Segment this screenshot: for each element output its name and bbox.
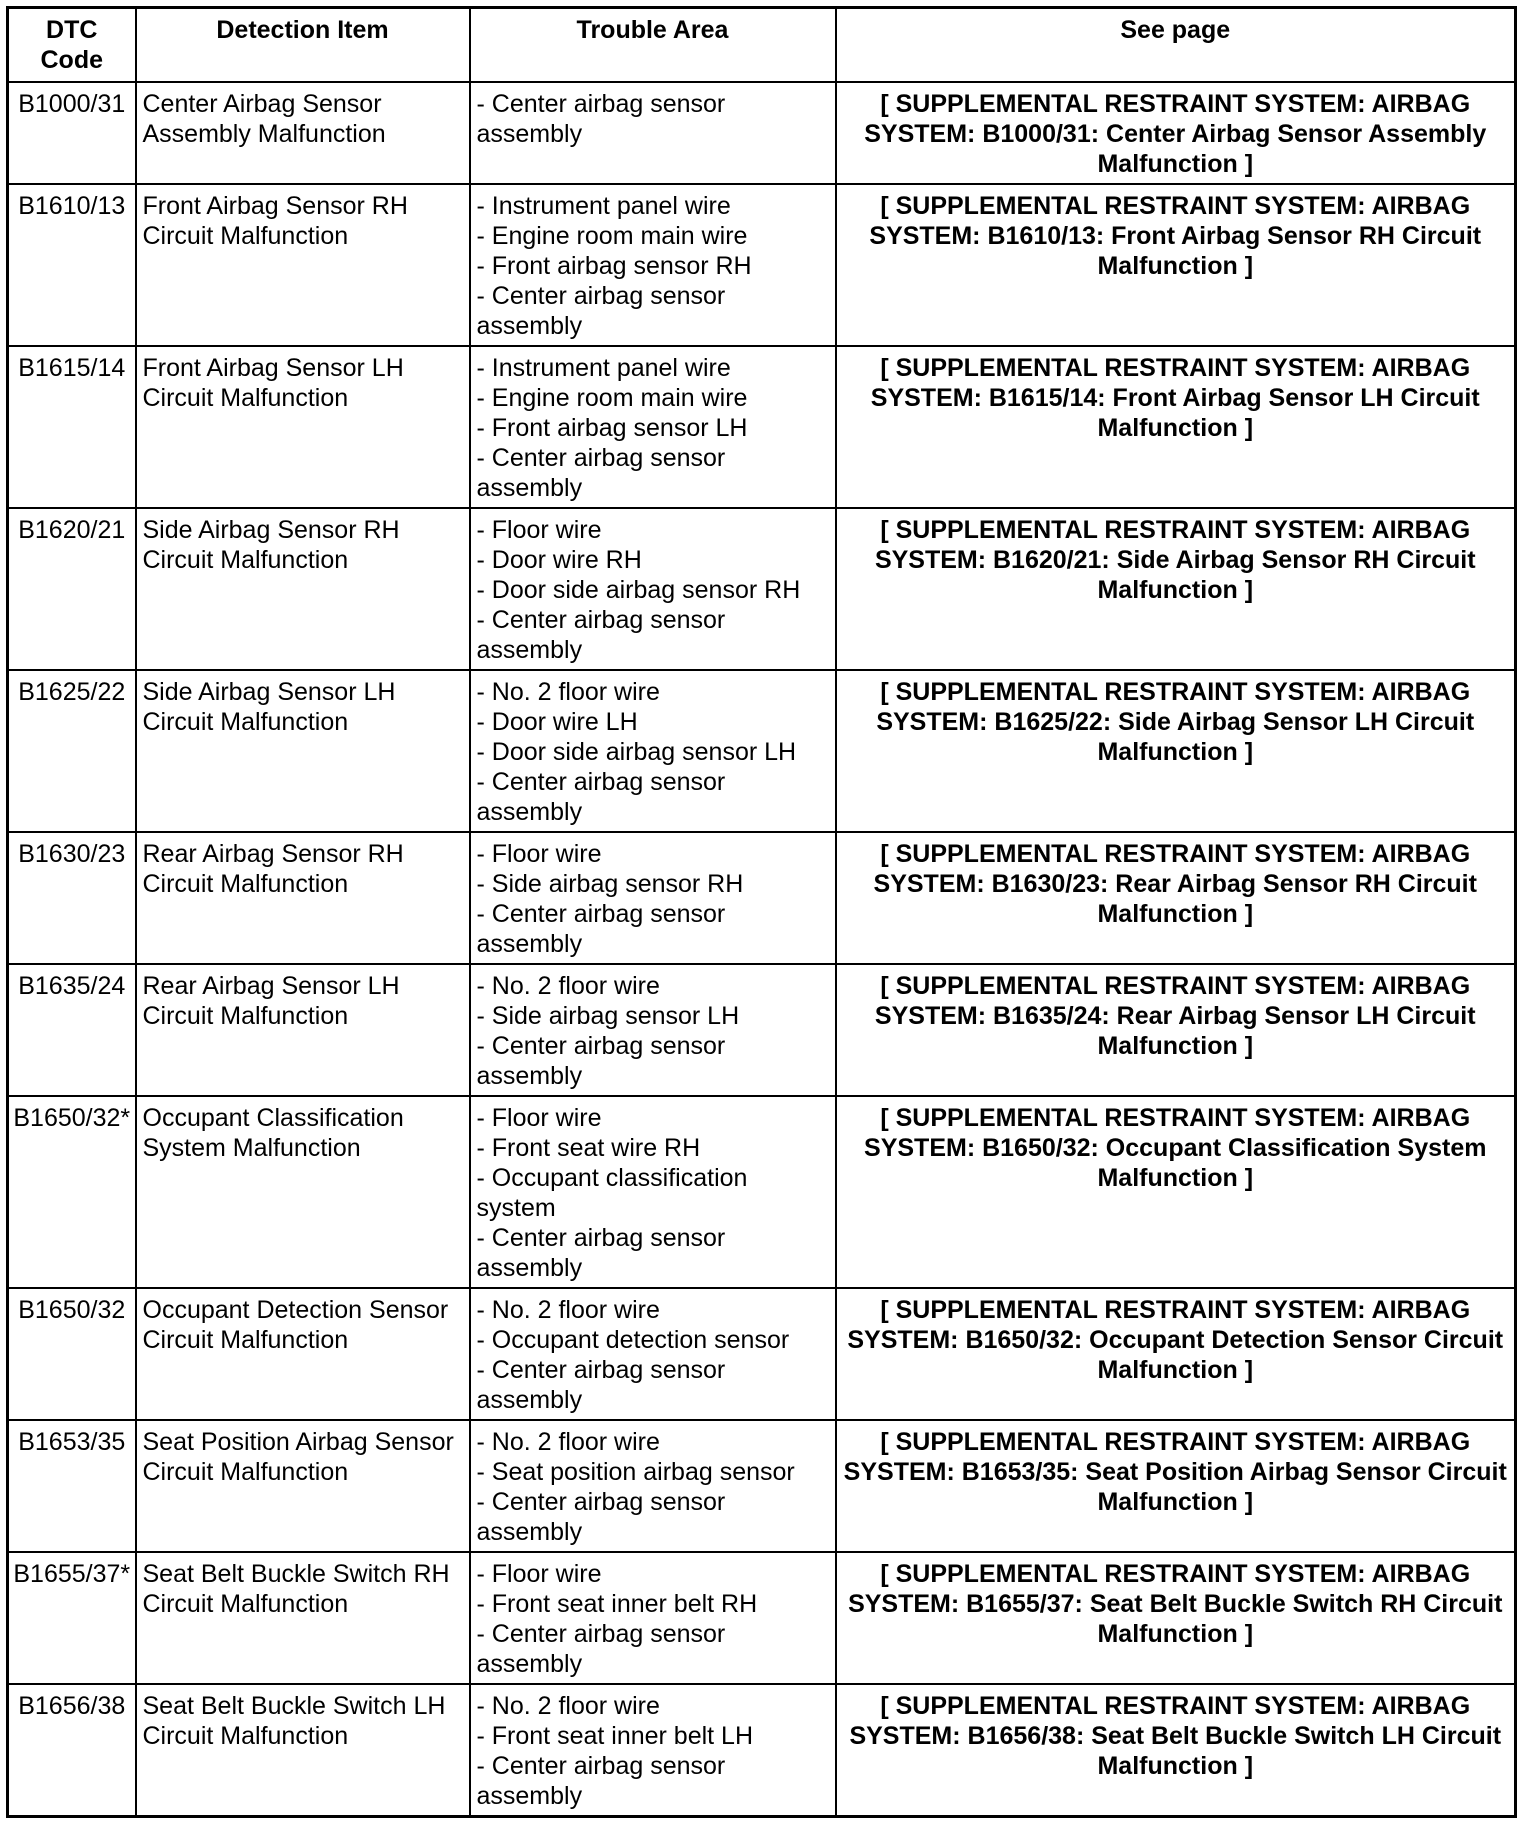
trouble-area-item: - Center airbag sensor assembly <box>476 1032 726 1090</box>
trouble-area-item: - Door side airbag sensor LH <box>476 738 797 766</box>
trouble-area-item: - Floor wire <box>476 840 602 868</box>
dtc-code-cell: B1650/32* <box>8 1096 136 1288</box>
trouble-area-cell <box>470 832 836 964</box>
trouble-area-item: - Front seat wire RH <box>476 1134 701 1162</box>
trouble-area-cell <box>470 346 836 508</box>
dtc-code-cell: B1615/14 <box>8 346 136 508</box>
trouble-area-cell <box>470 964 836 1096</box>
trouble-area-item: - Front airbag sensor RH <box>476 252 752 280</box>
trouble-area-item: - No. 2 floor wire <box>476 1296 660 1324</box>
see-page-link[interactable]: [ SUPPLEMENTAL RESTRAINT SYSTEM: AIRBAG SYSTEM: B1653/35: Seat Position Airbag Sensor Circuit Malfunction ] <box>836 1420 1516 1552</box>
detection-item-cell: Seat Belt Buckle Switch LH Circuit Malfunction <box>136 1684 470 1817</box>
dtc-code-cell: B1610/13 <box>8 184 136 346</box>
detection-item-cell: Front Airbag Sensor RH Circuit Malfunction <box>136 184 470 346</box>
trouble-area-cell <box>470 1096 836 1288</box>
trouble-area-item: - Side airbag sensor LH <box>476 1002 740 1030</box>
see-page-link[interactable]: [ SUPPLEMENTAL RESTRAINT SYSTEM: AIRBAG SYSTEM: B1000/31: Center Airbag Sensor Assembly Malfunction ] <box>836 82 1516 184</box>
dtc-code-cell: B1653/35 <box>8 1420 136 1552</box>
trouble-area-item: - Center airbag sensor assembly <box>476 1488 726 1546</box>
table-row <box>8 508 1516 670</box>
detection-item-cell: Side Airbag Sensor LH Circuit Malfunction <box>136 670 470 832</box>
detection-item-cell: Rear Airbag Sensor LH Circuit Malfunction <box>136 964 470 1096</box>
trouble-area-item: - Front airbag sensor LH <box>476 414 748 442</box>
detection-item-cell: Side Airbag Sensor RH Circuit Malfunction <box>136 508 470 670</box>
see-page-link[interactable]: [ SUPPLEMENTAL RESTRAINT SYSTEM: AIRBAG SYSTEM: B1615/14: Front Airbag Sensor LH Circuit Malfunction ] <box>836 346 1516 508</box>
table-row <box>8 1684 1516 1817</box>
trouble-area-item: - Center airbag sensor assembly <box>476 1752 726 1810</box>
trouble-area-cell <box>470 184 836 346</box>
trouble-area-cell <box>470 1288 836 1420</box>
see-page-link[interactable]: [ SUPPLEMENTAL RESTRAINT SYSTEM: AIRBAG SYSTEM: B1630/23: Rear Airbag Sensor RH Circuit Malfunction ] <box>836 832 1516 964</box>
trouble-area-item: - Engine room main wire <box>476 222 748 250</box>
trouble-area-item: - Floor wire <box>476 1104 602 1132</box>
table-row <box>8 1420 1516 1552</box>
trouble-area-item: - Occupant classification system <box>476 1164 748 1222</box>
detection-item-cell: Occupant Classification System Malfunction <box>136 1096 470 1288</box>
header-trouble-area: Trouble Area <box>470 8 836 83</box>
trouble-area-item: - Center airbag sensor assembly <box>476 768 726 826</box>
trouble-area-cell <box>470 670 836 832</box>
trouble-area-item: - Center airbag sensor assembly <box>476 90 726 148</box>
header-see-page: See page <box>836 8 1516 83</box>
trouble-area-item: - Center airbag sensor assembly <box>476 1620 726 1678</box>
detection-item-cell: Front Airbag Sensor LH Circuit Malfunction <box>136 346 470 508</box>
table-row <box>8 964 1516 1096</box>
dtc-code-cell: B1655/37* <box>8 1552 136 1684</box>
table-row <box>8 346 1516 508</box>
detection-item-cell: Center Airbag Sensor Assembly Malfunction <box>136 82 470 184</box>
trouble-area-item: - Door side airbag sensor RH <box>476 576 801 604</box>
trouble-area-item: - No. 2 floor wire <box>476 678 660 706</box>
table-row <box>8 82 1516 184</box>
trouble-area-item: - Center airbag sensor assembly <box>476 1224 726 1282</box>
dtc-code-cell: B1650/32 <box>8 1288 136 1420</box>
trouble-area-item: - Seat position airbag sensor <box>476 1458 795 1486</box>
see-page-link[interactable]: [ SUPPLEMENTAL RESTRAINT SYSTEM: AIRBAG SYSTEM: B1625/22: Side Airbag Sensor LH Circuit Malfunction ] <box>836 670 1516 832</box>
detection-item-cell: Seat Position Airbag Sensor Circuit Malfunction <box>136 1420 470 1552</box>
table-row <box>8 1288 1516 1420</box>
dtc-code-cell: B1000/31 <box>8 82 136 184</box>
table-row <box>8 670 1516 832</box>
trouble-area-item: - Center airbag sensor assembly <box>476 606 726 664</box>
see-page-link[interactable]: [ SUPPLEMENTAL RESTRAINT SYSTEM: AIRBAG SYSTEM: B1610/13: Front Airbag Sensor RH Circuit Malfunction ] <box>836 184 1516 346</box>
trouble-area-item: - No. 2 floor wire <box>476 972 660 1000</box>
trouble-area-cell <box>470 1552 836 1684</box>
detection-item-cell: Rear Airbag Sensor RH Circuit Malfunction <box>136 832 470 964</box>
trouble-area-item: - Door wire LH <box>476 708 638 736</box>
see-page-link[interactable]: [ SUPPLEMENTAL RESTRAINT SYSTEM: AIRBAG SYSTEM: B1635/24: Rear Airbag Sensor LH Circuit Malfunction ] <box>836 964 1516 1096</box>
trouble-area-item: - Instrument panel wire <box>476 192 731 220</box>
trouble-area-item: - Side airbag sensor RH <box>476 870 744 898</box>
trouble-area-cell <box>470 508 836 670</box>
dtc-code-cell: B1625/22 <box>8 670 136 832</box>
see-page-link[interactable]: [ SUPPLEMENTAL RESTRAINT SYSTEM: AIRBAG SYSTEM: B1656/38: Seat Belt Buckle Switch LH Circuit Malfunction ] <box>836 1684 1516 1817</box>
header-detection-item: Detection Item <box>136 8 470 83</box>
trouble-area-item: - No. 2 floor wire <box>476 1692 660 1720</box>
detection-item-cell: Occupant Detection Sensor Circuit Malfunction <box>136 1288 470 1420</box>
trouble-area-item: - Center airbag sensor assembly <box>476 900 726 958</box>
table-row <box>8 1552 1516 1684</box>
trouble-area-item: - Floor wire <box>476 1560 602 1588</box>
trouble-area-item: - Front seat inner belt RH <box>476 1590 758 1618</box>
detection-item-cell: Seat Belt Buckle Switch RH Circuit Malfunction <box>136 1552 470 1684</box>
trouble-area-item: - Instrument panel wire <box>476 354 731 382</box>
trouble-area-cell <box>470 1420 836 1552</box>
table-row <box>8 184 1516 346</box>
dtc-code-cell: B1656/38 <box>8 1684 136 1817</box>
trouble-area-item: - Center airbag sensor assembly <box>476 444 726 502</box>
table-row <box>8 1096 1516 1288</box>
see-page-link[interactable]: [ SUPPLEMENTAL RESTRAINT SYSTEM: AIRBAG SYSTEM: B1655/37: Seat Belt Buckle Switch RH Circuit Malfunction ] <box>836 1552 1516 1684</box>
trouble-area-item: - Occupant detection sensor <box>476 1326 790 1354</box>
header-dtc-code: DTC Code <box>8 8 136 83</box>
table-body <box>8 82 1516 1817</box>
see-page-link[interactable]: [ SUPPLEMENTAL RESTRAINT SYSTEM: AIRBAG SYSTEM: B1620/21: Side Airbag Sensor RH Circuit Malfunction ] <box>836 508 1516 670</box>
trouble-area-item: - Front seat inner belt LH <box>476 1722 754 1750</box>
see-page-link[interactable]: [ SUPPLEMENTAL RESTRAINT SYSTEM: AIRBAG SYSTEM: B1650/32: Occupant Detection Sensor Circuit Malfunction ] <box>836 1288 1516 1420</box>
trouble-area-item: - Engine room main wire <box>476 384 748 412</box>
trouble-area-item: - Door wire RH <box>476 546 642 574</box>
dtc-code-cell: B1630/23 <box>8 832 136 964</box>
trouble-area-cell <box>470 1684 836 1817</box>
dtc-code-cell: B1620/21 <box>8 508 136 670</box>
trouble-area-item: - No. 2 floor wire <box>476 1428 660 1456</box>
table-row <box>8 832 1516 964</box>
trouble-area-cell <box>470 82 836 184</box>
see-page-link[interactable]: [ SUPPLEMENTAL RESTRAINT SYSTEM: AIRBAG SYSTEM: B1650/32: Occupant Classification System Malfunction ] <box>836 1096 1516 1288</box>
table-header-row <box>8 8 1516 83</box>
dtc-code-cell: B1635/24 <box>8 964 136 1096</box>
dtc-table <box>6 6 1517 1818</box>
dtc-table-container <box>6 6 1514 1818</box>
trouble-area-item: - Center airbag sensor assembly <box>476 282 726 340</box>
trouble-area-item: - Floor wire <box>476 516 602 544</box>
trouble-area-item: - Center airbag sensor assembly <box>476 1356 726 1414</box>
